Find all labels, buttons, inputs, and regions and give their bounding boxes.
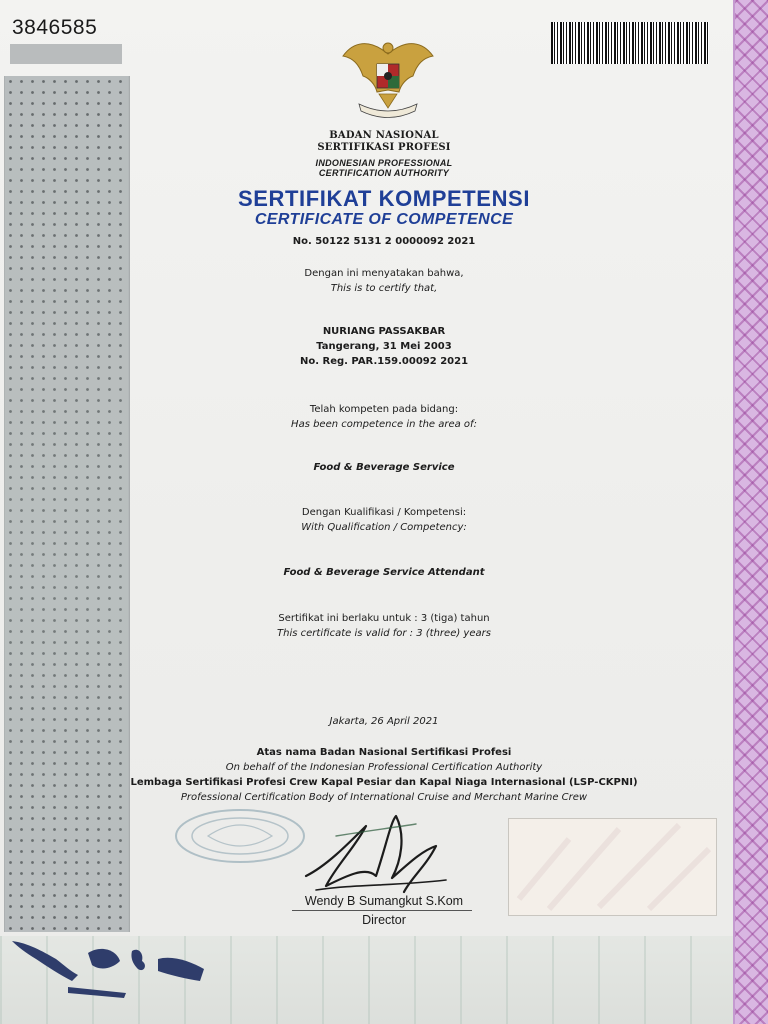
indonesia-map-icon <box>8 935 208 1003</box>
behalf-line-2: On behalf of the Indonesian Professional Certification Authority <box>225 762 543 773</box>
signatory-name: Wendy B Sumangkut S.Kom <box>304 894 464 908</box>
behalf-line-3: Lembaga Sertifikasi Profesi Crew Kapal Pesiar dan Kapal Niaga Internasional (LSP-CKPNI) <box>130 777 638 788</box>
authority-name-en-1: INDONESIAN PROFESSIONAL <box>315 158 453 168</box>
area-label-en: Has been competence in the area of: <box>291 419 477 430</box>
authority-name-id-2: SERTIFIKASI PROFESI <box>317 142 451 153</box>
behalf-line-1: Atas nama Badan Nasional Sertifikasi Profesi <box>256 747 512 758</box>
signatory-title: Director <box>362 913 406 927</box>
issue-place-date: Jakarta, 26 April 2021 <box>329 716 439 727</box>
certificate-title-id: SERTIFIKAT KOMPETENSI <box>237 186 531 211</box>
holder-name: NURIANG PASSAKBAR <box>322 326 446 337</box>
serial-number: 3846585 <box>12 16 98 39</box>
qualification-label-id: Dengan Kualifikasi / Kompetensi: <box>301 507 467 518</box>
qualification-value: Food & Beverage Service Attendant <box>283 567 485 578</box>
barcode <box>551 22 709 64</box>
authority-name-en-2: CERTIFICATION AUTHORITY <box>318 168 450 178</box>
validity-text-id: Sertifikat ini berlaku untuk : 3 (tiga) tahun <box>278 613 490 624</box>
certificate-title-en: CERTIFICATE OF COMPETENCE <box>254 211 514 228</box>
serial-bar <box>10 44 122 64</box>
area-label-id: Telah kompeten pada bidang: <box>309 404 459 415</box>
signature-line <box>292 910 472 911</box>
certificate-number: No. 50122 5131 2 0000092 2021 <box>292 236 476 247</box>
garuda-emblem-icon <box>339 34 437 124</box>
qualification-label-en: With Qualification / Competency: <box>301 522 467 533</box>
certify-text-en: This is to certify that, <box>330 283 438 294</box>
area-value: Food & Beverage Service <box>313 462 455 473</box>
behalf-line-4: Professional Certification Body of International Cruise and Merchant Marine Crew <box>180 792 588 803</box>
holder-reg-number: No. Reg. PAR.159.00092 2021 <box>299 356 469 367</box>
holder-birth: Tangerang, 31 Mei 2003 <box>316 341 452 352</box>
certify-text-id: Dengan ini menyatakan bahwa, <box>304 268 464 279</box>
director-signature <box>296 806 452 902</box>
authority-name-id-1: BADAN NASIONAL <box>329 130 439 141</box>
validity-text-en: This certificate is valid for : 3 (three) years <box>277 628 491 639</box>
